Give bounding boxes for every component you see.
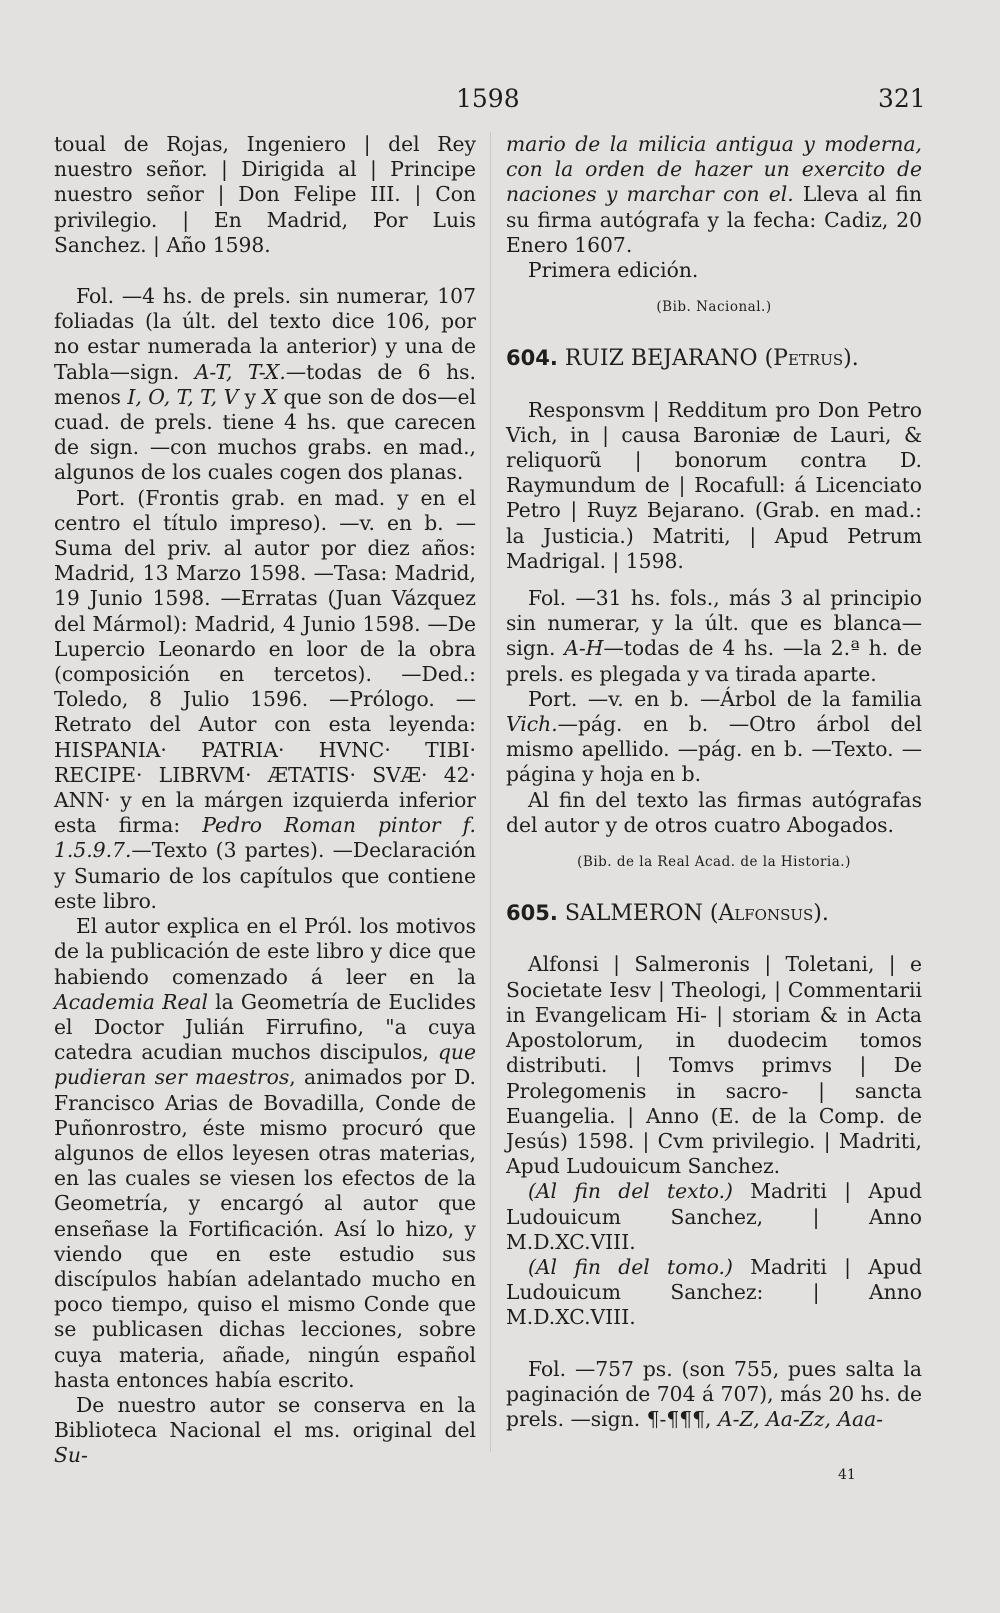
entry-collation-605: Fol. —757 ps. (son 755, pues salta la paginación de 704 á 707), más 20 hs. de prels. —sign. ¶-¶¶¶, A-Z, Aa-Zz, Aaa- [506,1356,922,1431]
source-real-academia: (Bib. de la Real Acad. de la Historia.) [577,854,851,871]
entry-number-605: 605. [506,901,558,926]
left-column [54,132,476,1469]
paragraph-collation: Fol. —4 hs. de prels. sin numerar, 107 foliadas (la últ. del texto dice 106, por no estar numerada la anterior) y una de Tabla—sign. A-T, T-X.—todas de 6 hs. menos I, O, T, T, V y X que son de dos—el cuad. de prels. tiene 4 hs. que carecen de sign. —con muchos grabs. en mad., algunos de los cuales cogen dos planas. [54,284,476,485]
paragraph-title-continuation: toual de Rojas, Ingeniero | del Rey nuestro señor. | Dirigida al | Principe nuestro señor | Don Felipe III. | Con privilegio. | En Madrid, Por Luis Sanchez. | Año 1598. [54,132,476,257]
entry-note-604: Al fin del texto las firmas autógrafas del autor y de otros cuatro Abogados. [506,787,922,837]
entry-title-604: Responsvm | Redditum pro Don Petro Vich, in | causa Baroniæ de Lauri, & reliquorũ | bonorum contra D. Raymundum de | Rocafull: á Licenciato Petro | Ruyz Bejarano. (Grab. en mad.: la Justicia.) Matriti, | Apud Petrum Madrigal. | 1598. [506,397,922,573]
paragraph-manuscript-note: De nuestro autor se conserva en la Biblioteca Nacional el ms. original del Su- [54,1392,476,1468]
entry-collation-604: Fol. —31 hs. fols., más 3 al principio sin numerar, y la últ. que es blanca—sign. A-H—todas de 4 hs. —la 2.ª h. de prels. es plegada y va tirada aparte. [506,586,922,686]
source-library-nacional: (Bib. Nacional.) [656,299,772,316]
column-divider [490,132,491,1452]
entry-heading-604 [506,346,922,371]
entry-author-605: SALMERON [564,901,703,927]
entry-title-605: Alfonsi | Salmeronis | Toletani, | e Societate Iesv | Theologi, | Commentarii in Evangelicam Hi- | storiam & in Acta Apostolorum, in duodecim tomos distributi. | Tomvs primvs | De Prolegomenis in sacro- | sancta Euangelia. | Anno (E. de la Comp. de Jesús) 1598. | Cvm privilegio. | Madriti, Apud Ludouicum Sanchez. [506,952,922,1179]
entry-colophon-text-605: (Al fin del texto.) Madriti | Apud Ludouicum Sanchez, | Anno M.D.XC.VIII. [506,1179,922,1254]
entry-contents-604: Port. —v. en b. —Árbol de la familia Vich.—pág. en b. —Otro árbol del mismo apellido. —pág. en b. —Texto. —página y hoja en b. [506,686,922,787]
entry-heading-605 [506,901,922,926]
page-number: 321 [878,84,926,113]
first-edition-note: Primera edición. [528,258,699,283]
entry-author-latin-605: (Alfonsus). [709,901,829,927]
entry-author-latin-604: (Petrus). [764,346,859,372]
entry-author-604: RUIZ BEJARANO [564,346,758,372]
entry-number-604: 604. [506,346,558,371]
paragraph-continuation: mario de la milicia antigua y moderna, con la orden de hazer un exercito de naciones y marchar con el. Lleva al fin su firma autógrafa y la fecha: Cadiz, 20 Enero 1607. [506,132,923,257]
paragraph-contents: Port. (Frontis grab. en mad. y en el centro el título impreso). —v. en b. —Suma del priv. al autor por diez años: Madrid, 13 Marzo 1598. —Tasa: Madrid, 19 Junio 1598. —Erratas (Juan Vázquez del Mármol): Madrid, 4 Junio 1598. —De Lupercio Leonardo en loor de la obra (composición en tercetos). —Ded.: Toledo, 8 Julio 1596. —Prólogo. —Retrato del Autor con esta leyenda: HISPANIA· PATRIA· HVNC· TIBI· RECIPE· LIBRVM· ÆTATIS· SVÆ· 42· ANN· y en la márgen izquierda inferior esta firma: Pedro Roman pintor f. 1.5.9.7.—Texto (3 partes). —Declaración y Sumario de los capítulos que contiene este libro. [54,485,476,913]
paragraph-commentary: El autor explica en el Pról. los motivos de la publicación de este libro y dice que habiendo comenzado á leer en la Academia Real la Geometría de Euclides el Doctor Julián Firrufino, "a cuya catedra acudian muchos discipulos, que pudieran ser maestros, animados por D. Francisco Arias de Bovadilla, Conde de Puñonrostro, éste mismo procuró que algunos de ellos leyesen otras materias, en las cuales se viesen los efectos de la Geometría, y encargó al autor que enseñase la Fortificación. Así lo hizo, y viendo que en este estudio sus discípulos habían adelantado mucho en poco tiempo, quiso el mismo Conde que se publicasen dichas lecciones, sobre cuya materia, añade, ningún español hasta entonces había escrito. [54,914,476,1392]
running-head-year: 1598 [456,84,520,113]
entry-colophon-tome-605: (Al fin del tomo.) Madriti | Apud Ludouicum Sanchez: | Anno M.D.XC.VIII. [506,1254,922,1330]
right-column [506,132,922,1432]
signature-mark: 41 [838,1467,856,1483]
